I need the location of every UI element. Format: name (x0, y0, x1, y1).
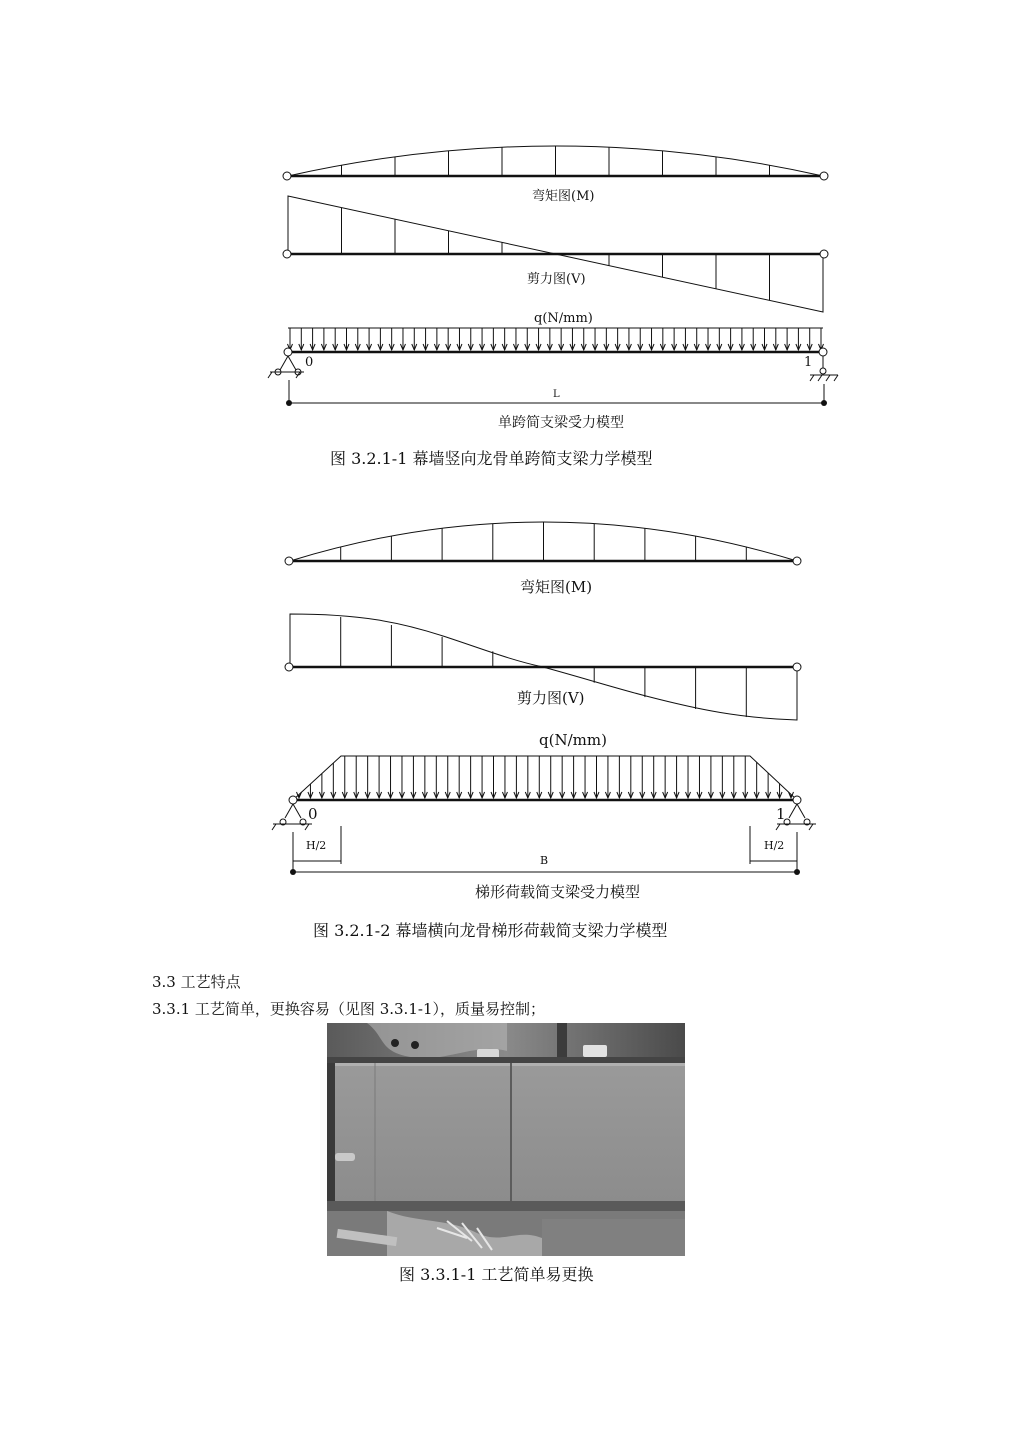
f2-span-label: B (540, 854, 549, 867)
f2-dim-left-label: H/2 (306, 839, 327, 852)
f2-load-label: q(N/mm) (539, 731, 607, 749)
section-heading: 3.3 工艺特点 (152, 973, 241, 991)
section-item-1: 3.3.1 工艺简单，更换容易（见图 3.3.1-1），质量易控制； (152, 1000, 545, 1018)
f1-caption: 图 3.2.1-1 幕墙竖向龙骨单跨简支梁力学模型 (330, 449, 653, 468)
photo-caption: 图 3.3.1-1 工艺简单易更换 (399, 1265, 594, 1284)
f1-span-label: L (553, 389, 560, 400)
f2-support-left-label: 0 (308, 805, 318, 823)
f2-load-arrows (297, 756, 794, 798)
f1-support-left-label: 0 (305, 355, 314, 370)
f1-support-right-label: 1 (804, 355, 813, 370)
f2-model-label: 梯形荷载简支梁受力模型 (475, 883, 641, 901)
curtain-wall-photo (327, 1023, 685, 1256)
f2-moment-hatch (341, 522, 747, 561)
f1-shear-label: 剪力图(V) (527, 272, 586, 287)
f2-shear-label: 剪力图(V) (517, 689, 585, 707)
f2-load-outline (293, 756, 797, 800)
f2-dim-right-label: H/2 (764, 839, 785, 852)
f1-model-label: 单跨简支梁受力模型 (498, 415, 624, 431)
f2-moment-label: 弯矩图(M) (520, 578, 593, 596)
f1-load-label: q(N/mm) (534, 311, 593, 326)
f1-moment-label: 弯矩图(M) (532, 189, 595, 204)
f2-support-right-label: 1 (776, 805, 786, 823)
f2-caption: 图 3.2.1-2 幕墙横向龙骨梯形荷载简支梁力学模型 (313, 921, 668, 940)
photo-illustration (327, 1023, 685, 1256)
